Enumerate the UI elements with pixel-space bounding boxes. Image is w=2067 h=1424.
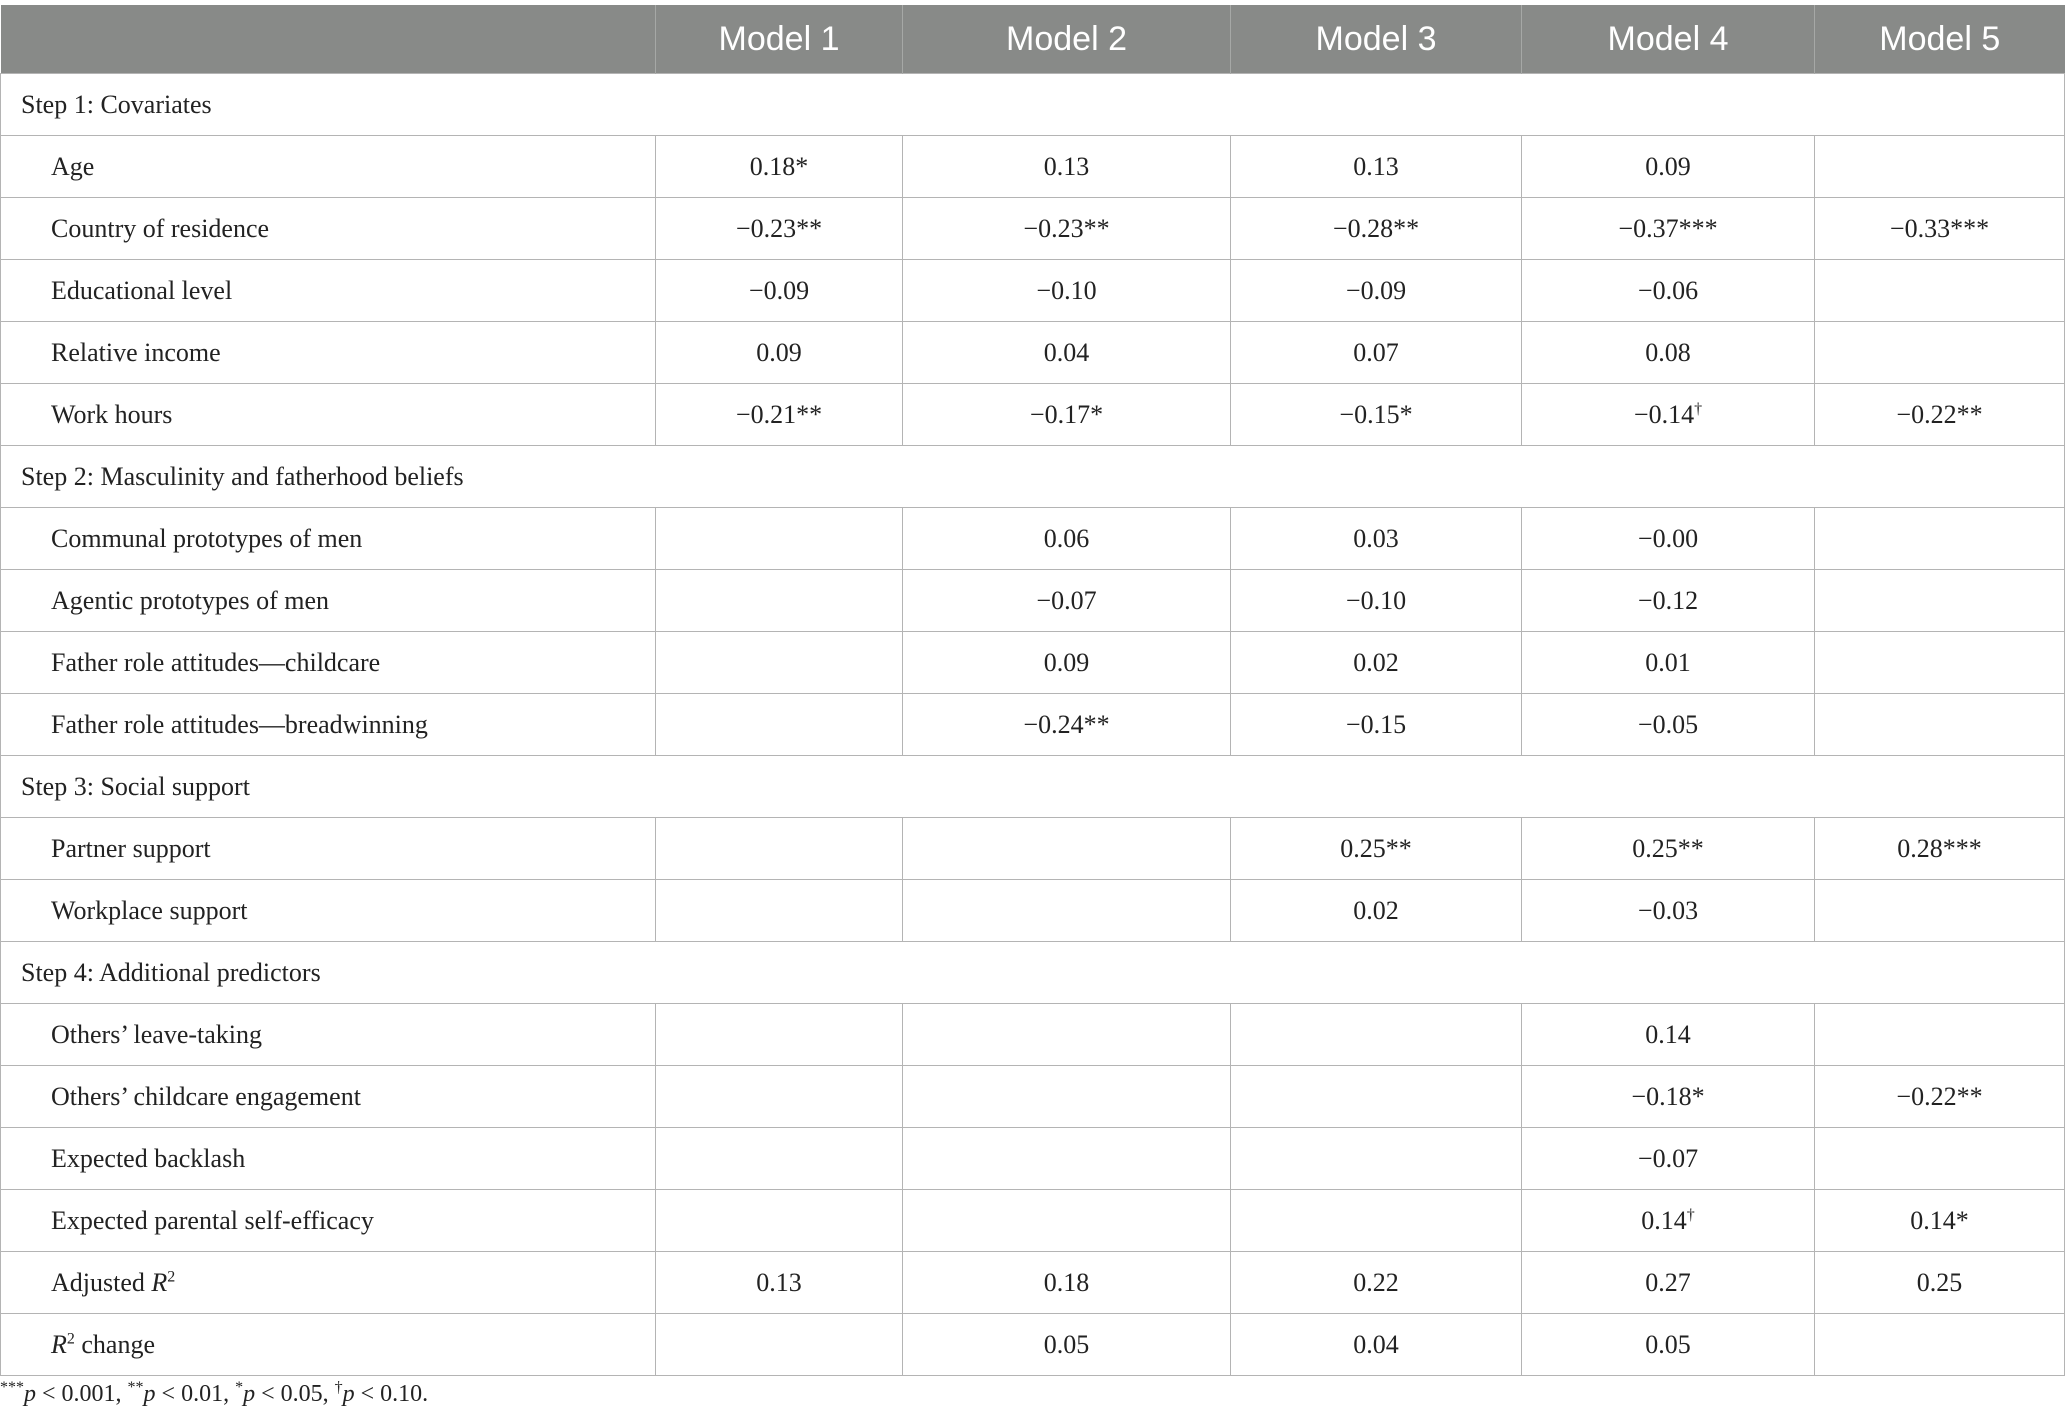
value-cell: −0.23** [903, 198, 1231, 260]
row-label: Educational level [1, 260, 656, 322]
row-label: Adjusted $R^2$ [1, 1252, 656, 1314]
value-cell: −0.12 [1522, 570, 1815, 632]
value-cell [656, 632, 903, 694]
value-cell: −0.24** [903, 694, 1231, 756]
table-row [1, 1190, 2065, 1252]
value-cell: 0.03 [1231, 508, 1522, 570]
table-row [1, 632, 2065, 694]
table-row [1, 198, 2065, 260]
value-cell: −0.06 [1522, 260, 1815, 322]
value-cell: −0.18* [1522, 1066, 1815, 1128]
value-cell [656, 570, 903, 632]
value-cell: −0.00 [1522, 508, 1815, 570]
value-cell: 0.14* [1815, 1190, 2065, 1252]
section-label: Step 3: Social support [1, 756, 2065, 818]
value-cell [1231, 1190, 1522, 1252]
value-cell [656, 1314, 903, 1376]
section-label: Step 1: Covariates [1, 74, 2065, 136]
value-cell [656, 818, 903, 880]
regression-table [0, 5, 2065, 1376]
value-cell: 0.04 [903, 322, 1231, 384]
table-row [1, 880, 2065, 942]
value-cell [903, 880, 1231, 942]
value-cell: 0.08 [1522, 322, 1815, 384]
section-row [1, 756, 2065, 818]
value-cell: 0.02 [1231, 632, 1522, 694]
row-label: Others’ childcare engagement [1, 1066, 656, 1128]
section-label: Step 4: Additional predictors [1, 942, 2065, 1004]
value-cell: −0.23** [656, 198, 903, 260]
value-cell: 0.04 [1231, 1314, 1522, 1376]
value-cell: 0.25** [1522, 818, 1815, 880]
table-row [1, 818, 2065, 880]
value-cell [903, 1190, 1231, 1252]
value-cell: 0.13 [656, 1252, 903, 1314]
value-cell: −0.28** [1231, 198, 1522, 260]
value-cell [1815, 260, 2065, 322]
section-row [1, 942, 2065, 1004]
value-cell [1815, 322, 2065, 384]
value-cell: 0.18 [903, 1252, 1231, 1314]
table-row [1, 1252, 2065, 1314]
value-cell: −0.22** [1815, 1066, 2065, 1128]
value-cell: −0.22** [1815, 384, 2065, 446]
row-label: Partner support [1, 818, 656, 880]
value-cell [656, 1066, 903, 1128]
value-cell: 0.09 [656, 322, 903, 384]
table-row [1, 384, 2065, 446]
table-row [1, 508, 2065, 570]
value-cell [1815, 880, 2065, 942]
value-cell [1815, 136, 2065, 198]
row-label: $R^2$ change [1, 1314, 656, 1376]
row-label: Country of residence [1, 198, 656, 260]
value-cell: 0.06 [903, 508, 1231, 570]
value-cell [1231, 1004, 1522, 1066]
value-cell [1231, 1066, 1522, 1128]
table-row [1, 570, 2065, 632]
value-cell: −0.33*** [1815, 198, 2065, 260]
value-cell: −0.17* [903, 384, 1231, 446]
header-cell-label [1, 5, 656, 74]
value-cell: −0.10 [903, 260, 1231, 322]
value-cell: 0.01 [1522, 632, 1815, 694]
value-cell: 0.13 [903, 136, 1231, 198]
value-cell [656, 1190, 903, 1252]
row-label: Work hours [1, 384, 656, 446]
table-row [1, 260, 2065, 322]
table-body [1, 74, 2065, 1376]
footnote: ***p < 0.001, **p < 0.01, *p < 0.05, †p < 0.10. [0, 1379, 429, 1407]
table-row [1, 136, 2065, 198]
value-cell: −0.15* [1231, 384, 1522, 446]
value-cell: −0.14† [1522, 384, 1815, 446]
header-cell-model-4: Model 4 [1522, 5, 1815, 74]
value-cell [656, 508, 903, 570]
value-cell: 0.05 [1522, 1314, 1815, 1376]
value-cell [656, 694, 903, 756]
value-cell [1815, 508, 2065, 570]
value-cell [656, 880, 903, 942]
row-label: Expected parental self-efficacy [1, 1190, 656, 1252]
row-label: Agentic prototypes of men [1, 570, 656, 632]
row-label: Workplace support [1, 880, 656, 942]
value-cell: −0.09 [656, 260, 903, 322]
value-cell: 0.22 [1231, 1252, 1522, 1314]
value-cell [903, 818, 1231, 880]
value-cell: 0.09 [903, 632, 1231, 694]
row-label: Others’ leave-taking [1, 1004, 656, 1066]
value-cell: 0.27 [1522, 1252, 1815, 1314]
value-cell [1815, 570, 2065, 632]
header-cell-model-2: Model 2 [903, 5, 1231, 74]
value-cell [656, 1128, 903, 1190]
row-label: Father role attitudes—childcare [1, 632, 656, 694]
table-row [1, 1066, 2065, 1128]
value-cell: −0.15 [1231, 694, 1522, 756]
value-cell: −0.37*** [1522, 198, 1815, 260]
value-cell [903, 1066, 1231, 1128]
value-cell: 0.14 [1522, 1004, 1815, 1066]
value-cell: 0.07 [1231, 322, 1522, 384]
value-cell [1231, 1128, 1522, 1190]
section-row [1, 74, 2065, 136]
section-label: Step 2: Masculinity and fatherhood beliefs [1, 446, 2065, 508]
value-cell: 0.13 [1231, 136, 1522, 198]
value-cell: −0.09 [1231, 260, 1522, 322]
value-cell: −0.07 [903, 570, 1231, 632]
value-cell: 0.14† [1522, 1190, 1815, 1252]
value-cell [1815, 1004, 2065, 1066]
header-row [1, 5, 2065, 74]
table-row [1, 1128, 2065, 1190]
row-label: Father role attitudes—breadwinning [1, 694, 656, 756]
value-cell: −0.05 [1522, 694, 1815, 756]
value-cell [1815, 632, 2065, 694]
table-row [1, 322, 2065, 384]
value-cell [903, 1128, 1231, 1190]
row-label: Expected backlash [1, 1128, 656, 1190]
row-label: Age [1, 136, 656, 198]
value-cell: 0.18* [656, 136, 903, 198]
value-cell: 0.25** [1231, 818, 1522, 880]
value-cell: −0.21** [656, 384, 903, 446]
table-row [1, 694, 2065, 756]
header-cell-model-3: Model 3 [1231, 5, 1522, 74]
value-cell: 0.05 [903, 1314, 1231, 1376]
value-cell: 0.09 [1522, 136, 1815, 198]
value-cell: 0.28*** [1815, 818, 2065, 880]
value-cell [1815, 694, 2065, 756]
table-row [1, 1004, 2065, 1066]
row-label: Communal prototypes of men [1, 508, 656, 570]
value-cell: −0.10 [1231, 570, 1522, 632]
header-cell-model-1: Model 1 [656, 5, 903, 74]
header-cell-model-5: Model 5 [1815, 5, 2065, 74]
section-row [1, 446, 2065, 508]
value-cell: 0.02 [1231, 880, 1522, 942]
value-cell: 0.25 [1815, 1252, 2065, 1314]
value-cell [903, 1004, 1231, 1066]
row-label: Relative income [1, 322, 656, 384]
value-cell: −0.07 [1522, 1128, 1815, 1190]
table-row [1, 1314, 2065, 1376]
value-cell: −0.03 [1522, 880, 1815, 942]
value-cell [1815, 1314, 2065, 1376]
value-cell [656, 1004, 903, 1066]
value-cell [1815, 1128, 2065, 1190]
